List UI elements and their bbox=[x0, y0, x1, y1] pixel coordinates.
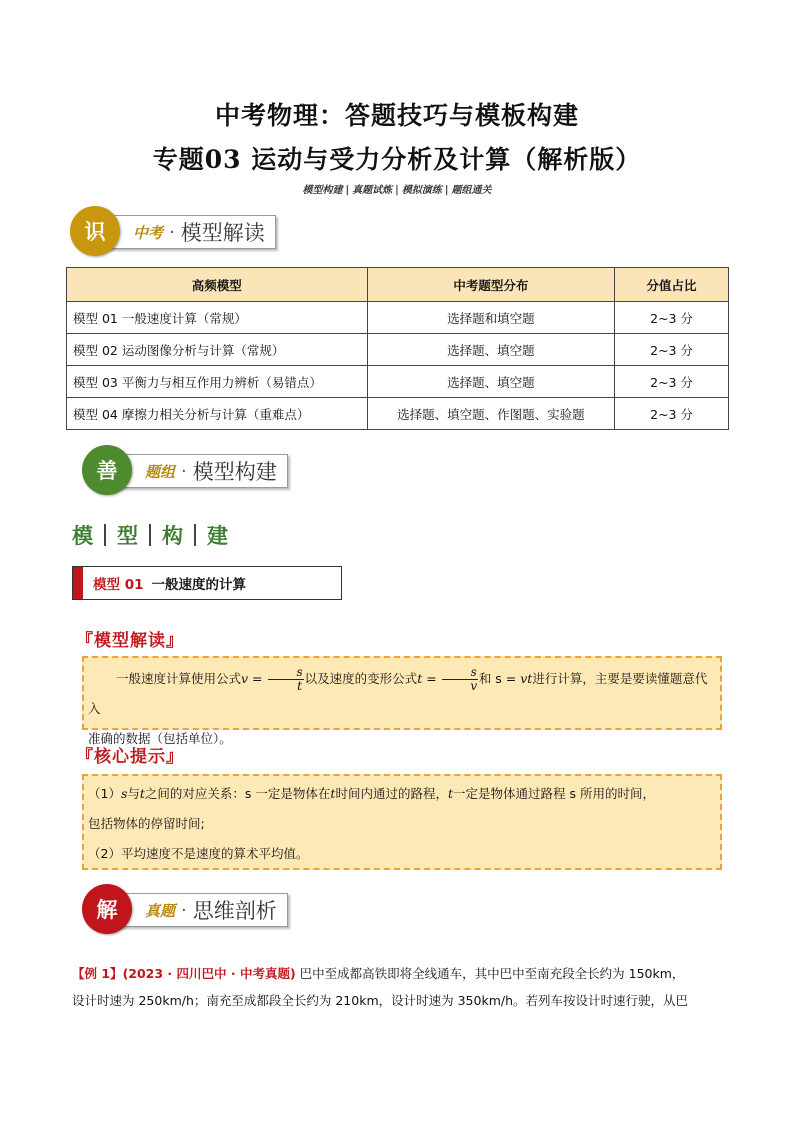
hint-line bbox=[84, 779, 720, 809]
table-row bbox=[67, 398, 729, 430]
example-label: 【例 1】 bbox=[72, 966, 123, 981]
subnav-item: 题组通关 bbox=[451, 185, 492, 196]
example-question bbox=[72, 960, 732, 1014]
table-cell: 2~3 分 bbox=[615, 334, 729, 366]
table-cell: 2~3 分 bbox=[615, 302, 729, 334]
numerator: s bbox=[268, 666, 304, 680]
text: （1） bbox=[88, 786, 121, 801]
text: 与 bbox=[127, 786, 140, 801]
symbol-t: t bbox=[447, 786, 453, 801]
section-heading-char: 模 bbox=[72, 524, 93, 548]
table-row bbox=[67, 366, 729, 398]
subnav-item: 真题试炼 bbox=[352, 185, 393, 196]
text: 以及速度的变形公式 bbox=[304, 671, 418, 686]
column-header: 中考题型分布 bbox=[367, 268, 615, 302]
badge-dot: · bbox=[181, 460, 187, 482]
badge-dot: · bbox=[181, 899, 187, 921]
fraction-s-over-v bbox=[442, 666, 478, 693]
subnav-item: 模型构建 bbox=[302, 185, 343, 196]
table-cell: 选择题、填空题 bbox=[367, 334, 615, 366]
hint-line: （2）平均速度不是速度的算术平均值。 bbox=[88, 846, 309, 861]
table-cell: 2~3 分 bbox=[615, 366, 729, 398]
section-heading-char: 建 bbox=[207, 524, 228, 548]
document-subtitle: 专题03 运动与受力分析及计算（解析版） bbox=[152, 145, 642, 174]
symbol-t: t bbox=[139, 786, 145, 801]
interpret-paragraph: 准确的数据（包括单位）。 bbox=[88, 731, 232, 746]
formula-t: t bbox=[417, 671, 423, 686]
badge-band bbox=[102, 215, 276, 249]
text: 之间的对应关系：s 一定是物体在 bbox=[144, 786, 331, 801]
text: 时间内通过的路程， bbox=[335, 786, 448, 801]
example-source: (2023 · 四川巴中 · 中考真题) bbox=[122, 966, 296, 981]
section-heading-char: 构 bbox=[162, 524, 183, 548]
section-heading-char: 型 bbox=[117, 524, 138, 548]
model-title-box bbox=[72, 566, 342, 600]
badge-circle-icon: 解 bbox=[82, 884, 132, 934]
denominator: v bbox=[470, 679, 478, 693]
table-cell: 选择题、填空题 bbox=[367, 366, 615, 398]
badge-tag: 中考 bbox=[133, 223, 164, 242]
fraction-s-over-t bbox=[268, 666, 304, 693]
formula-vt: vt bbox=[520, 671, 533, 686]
table-cell: 模型 03 平衡力与相互作用力辨析（易错点） bbox=[67, 366, 368, 398]
badge-dot: · bbox=[169, 221, 175, 243]
text: 和 s = bbox=[478, 671, 521, 686]
text: = bbox=[422, 671, 441, 686]
badge-label: 模型构建 bbox=[192, 460, 277, 484]
subnav-item: 模拟演练 bbox=[401, 185, 442, 196]
table-cell: 模型 02 运动图像分析与计算（常规） bbox=[67, 334, 368, 366]
formula-v: v bbox=[241, 671, 249, 686]
model-number: 模型 01 bbox=[93, 577, 144, 593]
sub-navigation: 模型构建 | 真题试炼 | 模拟演练 | 题组通关 bbox=[302, 185, 492, 196]
hint-box bbox=[82, 774, 722, 870]
example-text: 巴中至成都高铁即将全线通车，其中巴中至南充段全长约为 150km， bbox=[295, 966, 685, 981]
divider bbox=[149, 524, 151, 546]
divider bbox=[104, 524, 106, 546]
section-heading bbox=[72, 520, 228, 550]
numerator: s bbox=[442, 666, 478, 680]
table-cell: 2~3 分 bbox=[615, 398, 729, 430]
badge-label: 模型解读 bbox=[180, 221, 265, 245]
interpret-paragraph bbox=[84, 664, 720, 724]
document-title: 中考物理：答题技巧与模板构建 bbox=[214, 101, 579, 130]
text: 进行计算，主要是要读懂题意代入 bbox=[88, 671, 708, 716]
divider bbox=[194, 524, 196, 546]
red-marker bbox=[73, 567, 83, 599]
model-title: 一般速度的计算 bbox=[151, 577, 246, 593]
badge-band bbox=[114, 454, 288, 488]
interpret-box bbox=[82, 656, 722, 746]
badge-band bbox=[114, 893, 288, 927]
model-table bbox=[66, 267, 729, 430]
badge-label: 思维剖析 bbox=[192, 899, 277, 923]
interpret-heading: 『模型解读』 bbox=[76, 631, 184, 651]
table-header-row bbox=[67, 268, 729, 302]
table-cell: 模型 04 摩擦力相关分析与计算（重难点） bbox=[67, 398, 368, 430]
table-cell: 模型 01 一般速度计算（常规） bbox=[67, 302, 368, 334]
hint-heading: 『核心提示』 bbox=[76, 747, 184, 767]
column-header: 分值占比 bbox=[615, 268, 729, 302]
symbol-s: s bbox=[120, 786, 128, 801]
table-row bbox=[67, 334, 729, 366]
text: 一般速度计算使用公式 bbox=[116, 671, 242, 686]
table-cell: 选择题、填空题、作图题、实验题 bbox=[367, 398, 615, 430]
text: = bbox=[248, 671, 267, 686]
text: 一定是物体通过路程 s 所用的时间， bbox=[453, 786, 655, 801]
badge-tag: 题组 bbox=[145, 462, 176, 481]
denominator: t bbox=[297, 679, 302, 693]
hint-line: 包括物体的停留时间; bbox=[88, 816, 205, 831]
column-header: 高频模型 bbox=[67, 268, 368, 302]
badge-circle-icon: 善 bbox=[82, 445, 132, 495]
badge-circle-icon: 识 bbox=[70, 206, 120, 256]
table-cell: 选择题和填空题 bbox=[367, 302, 615, 334]
table-row bbox=[67, 302, 729, 334]
badge-tag: 真题 bbox=[145, 901, 176, 920]
symbol-t: t bbox=[330, 786, 336, 801]
example-text: 设计时速为 250km/h；南充至成都段全长约为 210km，设计时速为 350km/h。若列车按设计时速行驶，从巴 bbox=[72, 993, 689, 1008]
